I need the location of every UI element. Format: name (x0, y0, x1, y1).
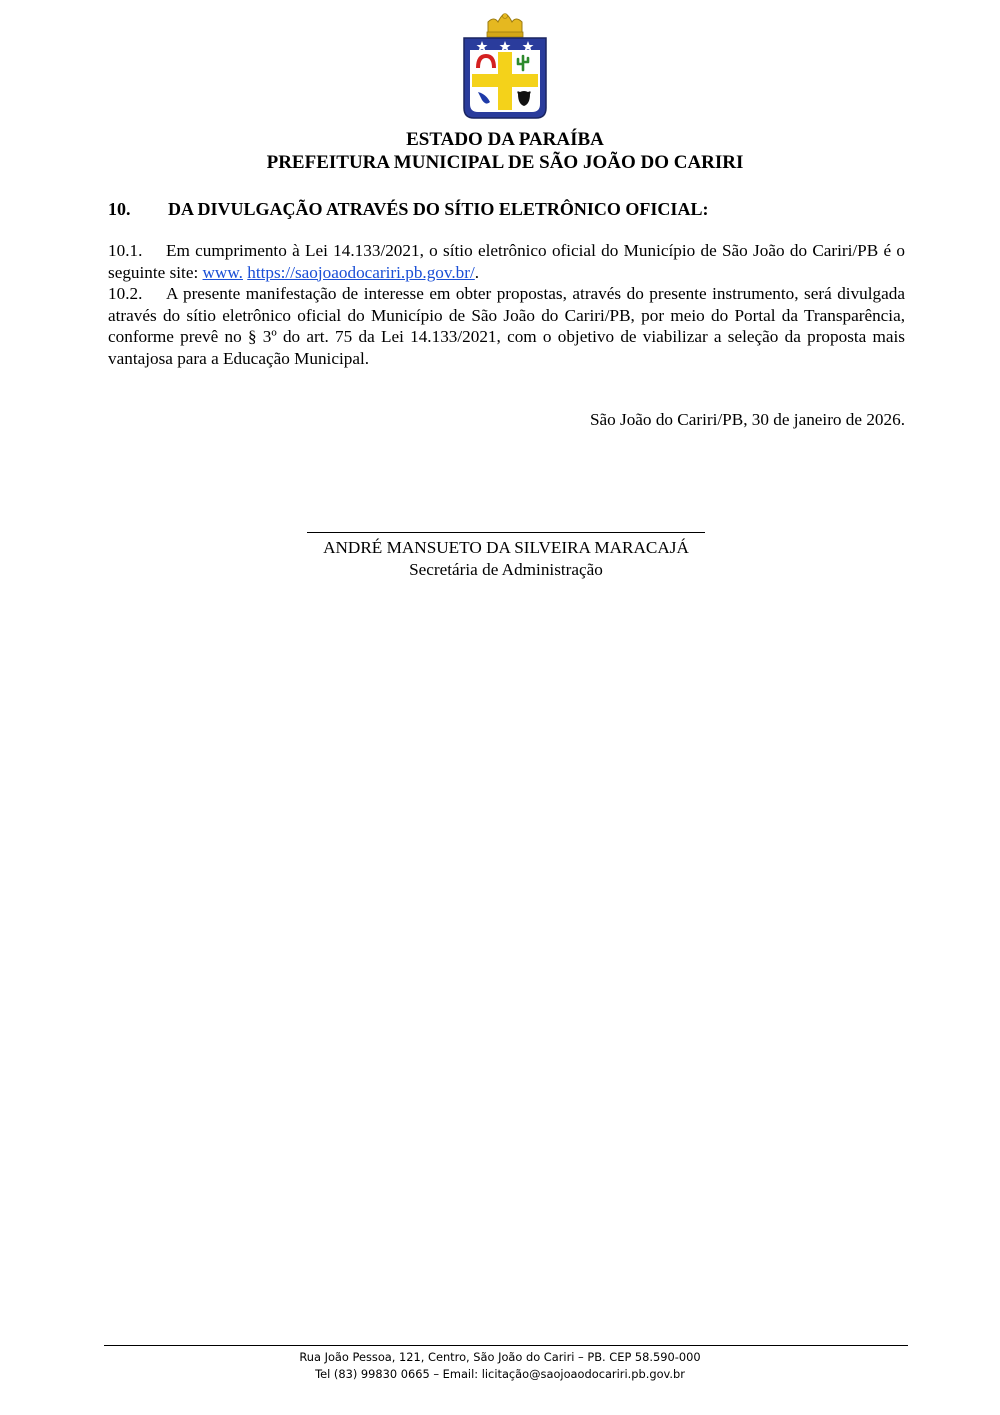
footer-contact: Tel (83) 99830 0665 – Email: licitação@saojoaodocariri.pb.gov.br (315, 1366, 685, 1381)
paragraph-text: Em cumprimento à Lei 14.133/2021, o sítio eletrônico oficial do Município de São João do Cariri/PB é o seguinte site: (108, 241, 905, 282)
paragraph-10-2 (108, 283, 905, 369)
section-title: DA DIVULGAÇÃO ATRAVÉS DO SÍTIO ELETRÔNICO OFICIAL: (168, 199, 709, 219)
signature-block (300, 510, 712, 580)
signatory-role: Secretária de Administração (409, 559, 603, 579)
paragraph-10-1 (108, 240, 905, 283)
paragraph-text: A presente manifestação de interesse em obter propostas, através do presente instrumento, será divulgada através do sítio eletrônico oficial do Município de São João do Cariri/PB, por meio do Portal da Transparência, conforme prevê no § 3º do art. 75 da Lei 14.133/2021, com o objetivo de viabilizar a seleção da proposta mais vantajosa para a Educação Municipal. (108, 284, 905, 368)
state-name: ESTADO DA PARAÍBA (406, 129, 604, 150)
paragraph-text-end: . (474, 262, 480, 282)
document-body (108, 240, 905, 370)
crown-icon (487, 14, 523, 38)
municipality-name: PREFEITURA MUNICIPAL DE SÃO JOÃO DO CARIRI (266, 152, 744, 173)
page-footer (0, 1349, 1000, 1382)
signature-line (307, 532, 705, 533)
paragraph-number: 10.2. (108, 284, 143, 304)
section-heading (108, 199, 708, 220)
municipal-coat-of-arms-icon (458, 12, 552, 124)
signatory-name: ANDRÉ MANSUETO DA SILVEIRA MARACAJÁ (323, 538, 689, 557)
official-site-link[interactable]: https://saojoaodocariri.pb.gov.br/ (247, 262, 475, 282)
date-line: São João do Cariri/PB, 30 de janeiro de 2026. (589, 410, 905, 429)
footer-address: Rua João Pessoa, 121, Centro, São João do Cariri – PB. CEP 58.590-000 (299, 1350, 701, 1364)
footer-divider (104, 1345, 908, 1346)
www-link[interactable]: www. (202, 262, 243, 282)
paragraph-number: 10.1. (108, 241, 143, 260)
document-header (0, 128, 1000, 174)
section-number: 10. (108, 199, 131, 219)
